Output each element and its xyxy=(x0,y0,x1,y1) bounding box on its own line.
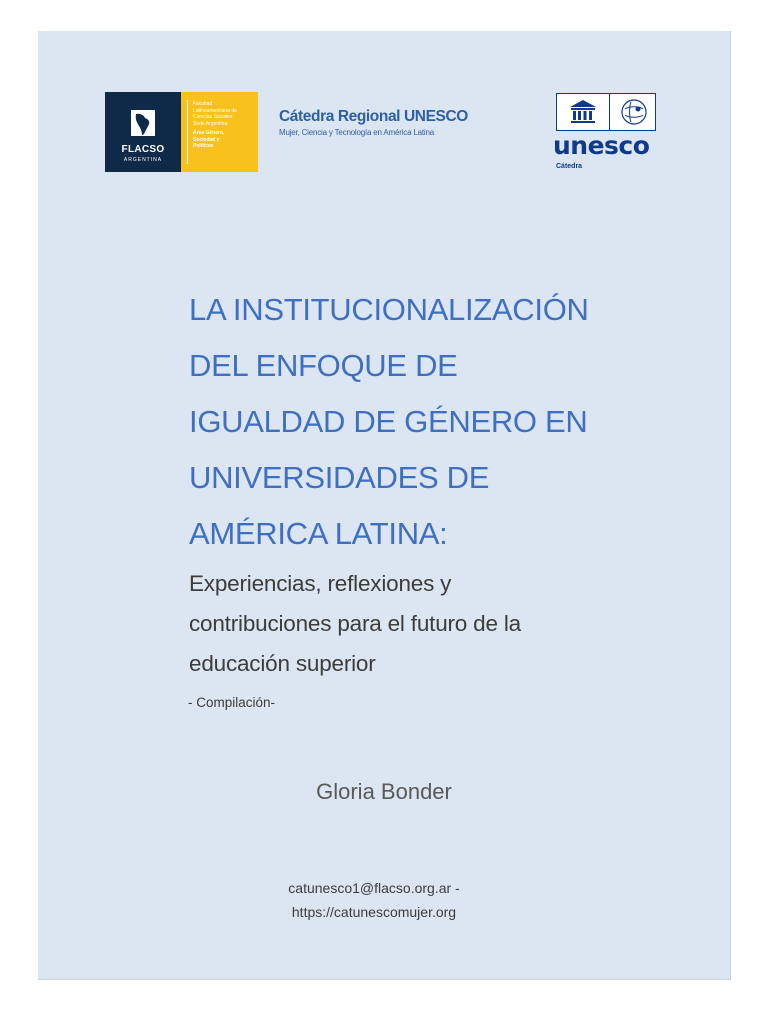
flacso-area-line: Políticas xyxy=(193,143,214,149)
title-line: IGUALDAD DE GÉNERO EN xyxy=(189,404,588,439)
document-title xyxy=(189,282,659,562)
unitwin-globe-icon xyxy=(619,97,649,127)
unesco-wordmark: unesco xyxy=(553,131,650,160)
flacso-divider xyxy=(187,100,188,164)
title-line: AMÉRICA LATINA: xyxy=(189,516,448,551)
subtitle-line: Experiencias, reflexiones y xyxy=(189,571,452,596)
flacso-logo-text-panel xyxy=(181,92,258,172)
contact-website: https://catunescomujer.org xyxy=(291,904,457,920)
flacso-country: ARGENTINA xyxy=(123,157,163,163)
flacso-logo xyxy=(105,92,258,172)
catedra-subtitle: Mujer, Ciencia y Tecnología en América Latina xyxy=(279,128,434,137)
unesco-temple-icon xyxy=(568,98,598,126)
title-line: DEL ENFOQUE DE xyxy=(189,348,458,383)
flacso-faculty-line: Facultad xyxy=(193,101,213,107)
unesco-catedra-label: Cátedra xyxy=(556,163,583,170)
compilation-note: - Compilación- xyxy=(188,695,276,710)
flacso-logo-emblem-panel xyxy=(105,92,181,172)
title-line: LA INSTITUCIONALIZACIÓN xyxy=(189,292,589,327)
author-name: Gloria Bonder xyxy=(316,779,452,804)
contact-info xyxy=(0,876,748,924)
flacso-faculty-line: Ciencias Sociales xyxy=(193,114,233,120)
unesco-emblem-box xyxy=(556,93,656,131)
flacso-area-line: Área Género, xyxy=(193,130,225,136)
flacso-faculty-line: Latinoamericana de xyxy=(193,107,237,114)
document-subtitle xyxy=(189,564,649,684)
unesco-box-divider xyxy=(609,94,610,130)
subtitle-line: educación superior xyxy=(189,651,376,676)
catedra-regional-logo xyxy=(279,108,489,137)
flacso-name: FLACSO xyxy=(121,144,165,155)
unesco-logo xyxy=(553,91,663,175)
flacso-area-line: Sociedad y xyxy=(193,136,220,143)
latin-america-map-icon xyxy=(127,106,159,140)
flacso-faculty-line: Sede Argentina. xyxy=(193,120,229,127)
subtitle-line: contribuciones para el futuro de la xyxy=(189,611,521,636)
title-line: UNIVERSIDADES DE xyxy=(189,460,490,495)
contact-email: catunesco1@flacso.org.ar - xyxy=(288,880,460,896)
catedra-title: Cátedra Regional UNESCO xyxy=(279,108,468,125)
